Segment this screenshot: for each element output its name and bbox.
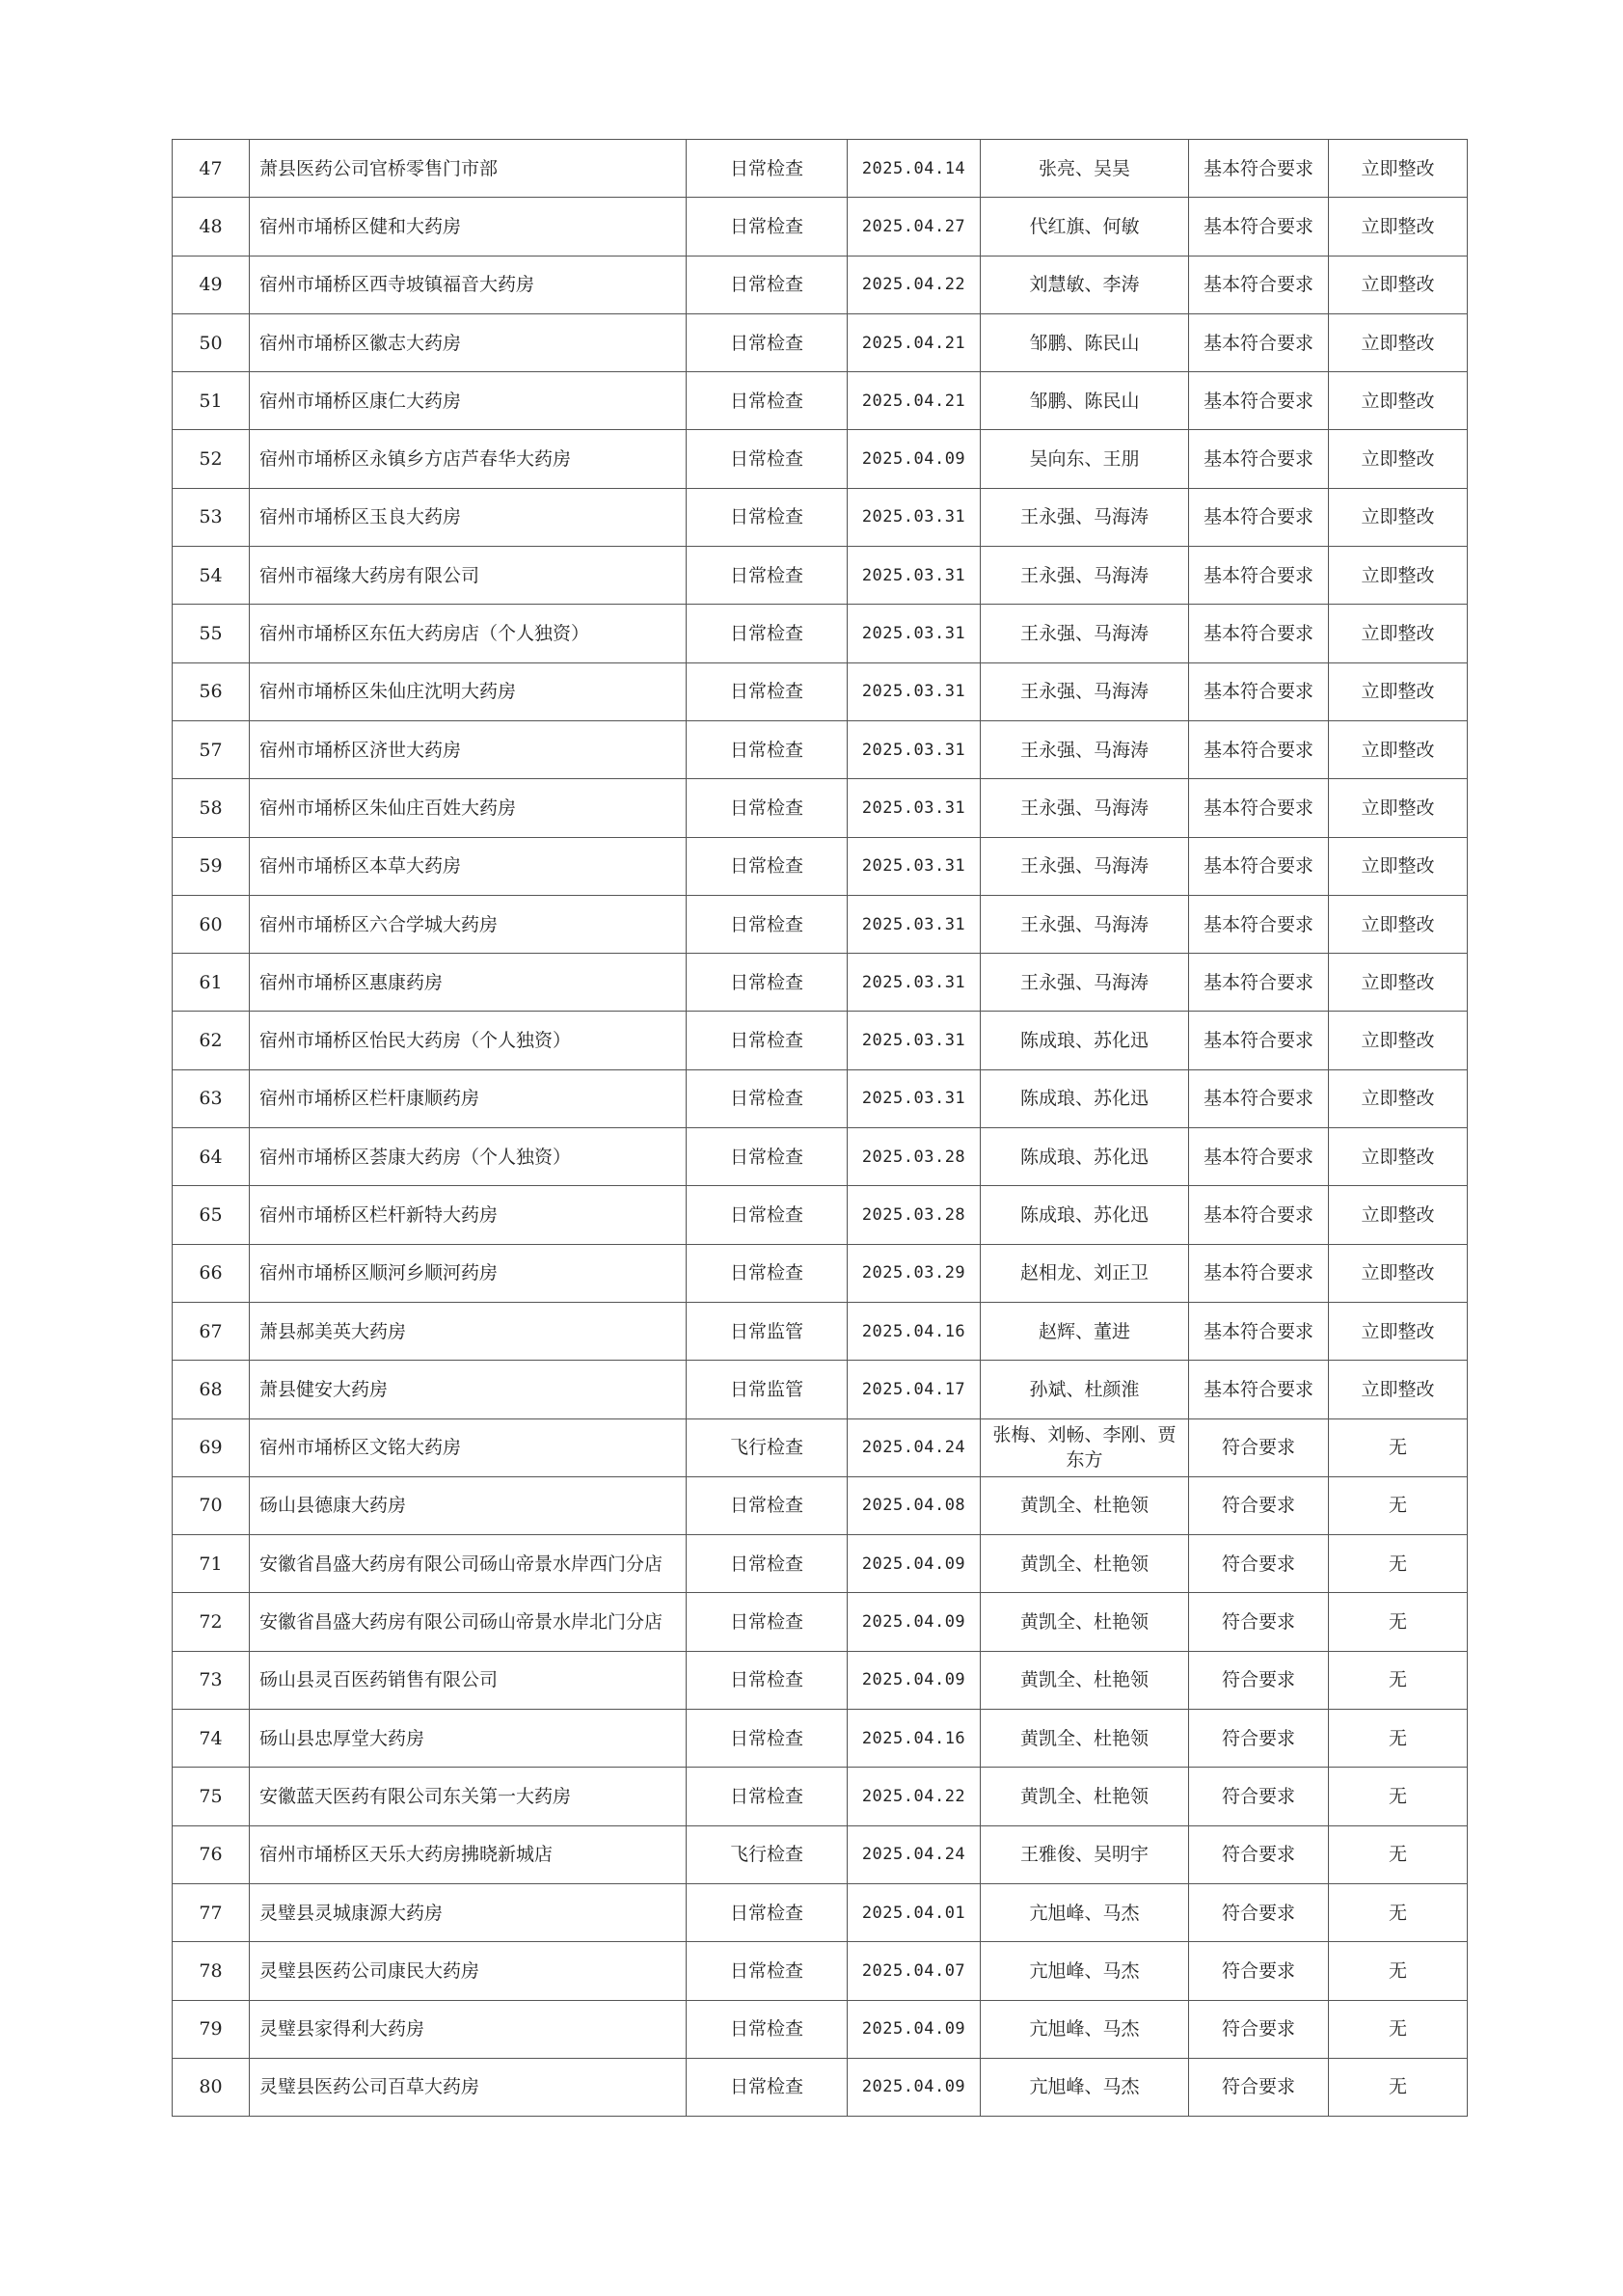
cell-store-name: 安徽省昌盛大药房有限公司砀山帝景水岸西门分店 bbox=[250, 1535, 687, 1593]
cell-inspection-date: 2025.04.09 bbox=[848, 430, 981, 488]
table-row bbox=[173, 547, 1468, 605]
cell-store-name: 砀山县灵百医药销售有限公司 bbox=[250, 1651, 687, 1709]
cell-row-number: 71 bbox=[173, 1535, 250, 1593]
cell-inspection-date: 2025.03.31 bbox=[848, 1069, 981, 1127]
cell-result: 基本符合要求 bbox=[1189, 1302, 1329, 1360]
table-row bbox=[173, 1418, 1468, 1476]
table-row bbox=[173, 895, 1468, 953]
table-row bbox=[173, 662, 1468, 720]
cell-inspection-date: 2025.04.01 bbox=[848, 1883, 981, 1941]
cell-store-name: 宿州市埇桥区本草大药房 bbox=[250, 837, 687, 895]
cell-result: 符合要求 bbox=[1189, 1535, 1329, 1593]
table-row bbox=[173, 1012, 1468, 1069]
inspection-table bbox=[172, 139, 1468, 2117]
cell-inspection-type: 日常检查 bbox=[687, 372, 848, 430]
cell-rectification: 立即整改 bbox=[1329, 779, 1468, 837]
table-row bbox=[173, 1244, 1468, 1302]
cell-inspection-date: 2025.04.22 bbox=[848, 256, 981, 313]
cell-store-name: 灵璧县医药公司百草大药房 bbox=[250, 2058, 687, 2116]
cell-row-number: 79 bbox=[173, 2000, 250, 2058]
cell-inspection-date: 2025.04.09 bbox=[848, 1593, 981, 1651]
cell-inspectors: 王雅俊、吴明宇 bbox=[981, 1825, 1189, 1883]
cell-store-name: 宿州市埇桥区顺河乡顺河药房 bbox=[250, 1244, 687, 1302]
cell-store-name: 萧县健安大药房 bbox=[250, 1361, 687, 1418]
cell-result: 基本符合要求 bbox=[1189, 198, 1329, 256]
table-row bbox=[173, 430, 1468, 488]
cell-inspectors: 黄凯全、杜艳领 bbox=[981, 1768, 1189, 1825]
cell-inspection-type: 日常检查 bbox=[687, 430, 848, 488]
cell-store-name: 宿州市埇桥区康仁大药房 bbox=[250, 372, 687, 430]
cell-inspectors: 代红旗、何敏 bbox=[981, 198, 1189, 256]
cell-inspectors: 王永强、马海涛 bbox=[981, 547, 1189, 605]
cell-store-name: 灵璧县医药公司康民大药房 bbox=[250, 1942, 687, 2000]
cell-inspection-date: 2025.04.09 bbox=[848, 2058, 981, 2116]
cell-store-name: 宿州市埇桥区荟康大药房（个人独资） bbox=[250, 1128, 687, 1186]
cell-row-number: 69 bbox=[173, 1418, 250, 1476]
cell-inspection-date: 2025.04.09 bbox=[848, 2000, 981, 2058]
table-row bbox=[173, 1942, 1468, 2000]
table-row bbox=[173, 954, 1468, 1012]
cell-row-number: 51 bbox=[173, 372, 250, 430]
cell-result: 基本符合要求 bbox=[1189, 140, 1329, 198]
cell-inspectors: 吴向东、王朋 bbox=[981, 430, 1189, 488]
cell-store-name: 宿州市埇桥区惠康药房 bbox=[250, 954, 687, 1012]
cell-store-name: 宿州市埇桥区健和大药房 bbox=[250, 198, 687, 256]
cell-row-number: 56 bbox=[173, 662, 250, 720]
cell-inspection-type: 日常检查 bbox=[687, 198, 848, 256]
cell-row-number: 60 bbox=[173, 895, 250, 953]
cell-inspectors: 黄凯全、杜艳领 bbox=[981, 1593, 1189, 1651]
cell-row-number: 80 bbox=[173, 2058, 250, 2116]
cell-row-number: 61 bbox=[173, 954, 250, 1012]
table-row bbox=[173, 1535, 1468, 1593]
table-row bbox=[173, 1651, 1468, 1709]
table-row bbox=[173, 1186, 1468, 1244]
cell-rectification: 立即整改 bbox=[1329, 140, 1468, 198]
cell-inspection-date: 2025.03.31 bbox=[848, 547, 981, 605]
cell-inspection-date: 2025.03.31 bbox=[848, 895, 981, 953]
cell-result: 基本符合要求 bbox=[1189, 372, 1329, 430]
cell-result: 基本符合要求 bbox=[1189, 895, 1329, 953]
cell-row-number: 76 bbox=[173, 1825, 250, 1883]
cell-row-number: 54 bbox=[173, 547, 250, 605]
cell-inspection-date: 2025.03.29 bbox=[848, 1244, 981, 1302]
cell-store-name: 宿州市埇桥区栏杆新特大药房 bbox=[250, 1186, 687, 1244]
cell-inspectors: 黄凯全、杜艳领 bbox=[981, 1710, 1189, 1768]
table-row bbox=[173, 1710, 1468, 1768]
table-row bbox=[173, 1302, 1468, 1360]
cell-inspectors: 陈成琅、苏化迅 bbox=[981, 1069, 1189, 1127]
cell-rectification: 立即整改 bbox=[1329, 256, 1468, 313]
cell-result: 基本符合要求 bbox=[1189, 547, 1329, 605]
cell-store-name: 宿州市埇桥区朱仙庄沈明大药房 bbox=[250, 662, 687, 720]
cell-inspection-date: 2025.04.16 bbox=[848, 1302, 981, 1360]
cell-inspection-type: 日常检查 bbox=[687, 895, 848, 953]
cell-inspection-date: 2025.04.16 bbox=[848, 1710, 981, 1768]
cell-row-number: 72 bbox=[173, 1593, 250, 1651]
cell-store-name: 宿州市埇桥区六合学城大药房 bbox=[250, 895, 687, 953]
cell-inspectors: 赵辉、董进 bbox=[981, 1302, 1189, 1360]
cell-inspection-type: 日常检查 bbox=[687, 140, 848, 198]
cell-result: 符合要求 bbox=[1189, 1883, 1329, 1941]
cell-result: 基本符合要求 bbox=[1189, 605, 1329, 662]
cell-result: 基本符合要求 bbox=[1189, 1069, 1329, 1127]
cell-inspection-date: 2025.03.28 bbox=[848, 1128, 981, 1186]
cell-rectification: 立即整改 bbox=[1329, 954, 1468, 1012]
table-row bbox=[173, 1825, 1468, 1883]
cell-rectification: 无 bbox=[1329, 1476, 1468, 1534]
cell-inspection-date: 2025.03.28 bbox=[848, 1186, 981, 1244]
cell-inspection-type: 日常检查 bbox=[687, 1476, 848, 1534]
cell-inspection-type: 日常检查 bbox=[687, 1128, 848, 1186]
table-row bbox=[173, 1883, 1468, 1941]
cell-inspection-type: 日常检查 bbox=[687, 256, 848, 313]
cell-rectification: 立即整改 bbox=[1329, 720, 1468, 778]
cell-result: 基本符合要求 bbox=[1189, 256, 1329, 313]
table-row bbox=[173, 779, 1468, 837]
cell-rectification: 立即整改 bbox=[1329, 547, 1468, 605]
cell-rectification: 立即整改 bbox=[1329, 430, 1468, 488]
cell-store-name: 安徽省昌盛大药房有限公司砀山帝景水岸北门分店 bbox=[250, 1593, 687, 1651]
cell-row-number: 47 bbox=[173, 140, 250, 198]
cell-inspectors: 王永强、马海涛 bbox=[981, 837, 1189, 895]
cell-inspectors: 王永强、马海涛 bbox=[981, 720, 1189, 778]
cell-rectification: 立即整改 bbox=[1329, 837, 1468, 895]
cell-store-name: 宿州市福缘大药房有限公司 bbox=[250, 547, 687, 605]
cell-store-name: 宿州市埇桥区玉良大药房 bbox=[250, 488, 687, 546]
cell-inspection-type: 日常检查 bbox=[687, 1069, 848, 1127]
cell-row-number: 73 bbox=[173, 1651, 250, 1709]
cell-inspection-type: 日常检查 bbox=[687, 1768, 848, 1825]
cell-row-number: 50 bbox=[173, 313, 250, 371]
cell-row-number: 75 bbox=[173, 1768, 250, 1825]
table-row bbox=[173, 2000, 1468, 2058]
cell-inspection-type: 日常检查 bbox=[687, 313, 848, 371]
cell-store-name: 萧县郝美英大药房 bbox=[250, 1302, 687, 1360]
cell-inspection-type: 日常检查 bbox=[687, 2058, 848, 2116]
cell-inspection-type: 日常检查 bbox=[687, 1883, 848, 1941]
cell-inspection-type: 日常检查 bbox=[687, 1593, 848, 1651]
cell-rectification: 立即整改 bbox=[1329, 1186, 1468, 1244]
cell-result: 基本符合要求 bbox=[1189, 1012, 1329, 1069]
cell-inspection-type: 日常检查 bbox=[687, 1244, 848, 1302]
cell-rectification: 立即整改 bbox=[1329, 1302, 1468, 1360]
cell-result: 符合要求 bbox=[1189, 1651, 1329, 1709]
table-row bbox=[173, 2058, 1468, 2116]
cell-rectification: 无 bbox=[1329, 1535, 1468, 1593]
cell-inspection-type: 日常检查 bbox=[687, 1651, 848, 1709]
cell-rectification: 无 bbox=[1329, 1651, 1468, 1709]
cell-inspectors: 王永强、马海涛 bbox=[981, 779, 1189, 837]
cell-row-number: 70 bbox=[173, 1476, 250, 1534]
cell-inspection-date: 2025.03.31 bbox=[848, 662, 981, 720]
cell-inspection-type: 日常检查 bbox=[687, 662, 848, 720]
cell-inspection-type: 飞行检查 bbox=[687, 1418, 848, 1476]
cell-inspection-date: 2025.04.24 bbox=[848, 1418, 981, 1476]
cell-row-number: 74 bbox=[173, 1710, 250, 1768]
cell-row-number: 66 bbox=[173, 1244, 250, 1302]
cell-result: 基本符合要求 bbox=[1189, 662, 1329, 720]
table-row bbox=[173, 1069, 1468, 1127]
cell-inspection-date: 2025.03.31 bbox=[848, 720, 981, 778]
cell-inspection-type: 日常检查 bbox=[687, 1942, 848, 2000]
cell-result: 符合要求 bbox=[1189, 1825, 1329, 1883]
cell-rectification: 无 bbox=[1329, 1825, 1468, 1883]
table-row bbox=[173, 313, 1468, 371]
cell-inspectors: 刘慧敏、李涛 bbox=[981, 256, 1189, 313]
cell-rectification: 无 bbox=[1329, 1593, 1468, 1651]
cell-inspection-date: 2025.04.08 bbox=[848, 1476, 981, 1534]
cell-rectification: 立即整改 bbox=[1329, 1128, 1468, 1186]
cell-rectification: 无 bbox=[1329, 1768, 1468, 1825]
cell-store-name: 萧县医药公司官桥零售门市部 bbox=[250, 140, 687, 198]
cell-inspectors: 王永强、马海涛 bbox=[981, 488, 1189, 546]
cell-rectification: 立即整改 bbox=[1329, 372, 1468, 430]
cell-store-name: 宿州市埇桥区济世大药房 bbox=[250, 720, 687, 778]
table-row bbox=[173, 1476, 1468, 1534]
cell-inspection-type: 日常检查 bbox=[687, 1012, 848, 1069]
cell-inspectors: 王永强、马海涛 bbox=[981, 662, 1189, 720]
cell-inspectors: 张梅、刘畅、李刚、贾东方 bbox=[981, 1418, 1189, 1476]
cell-result: 符合要求 bbox=[1189, 2058, 1329, 2116]
cell-row-number: 77 bbox=[173, 1883, 250, 1941]
cell-rectification: 立即整改 bbox=[1329, 1069, 1468, 1127]
cell-rectification: 立即整改 bbox=[1329, 488, 1468, 546]
cell-result: 符合要求 bbox=[1189, 1476, 1329, 1534]
cell-inspectors: 陈成琅、苏化迅 bbox=[981, 1128, 1189, 1186]
table-row bbox=[173, 1128, 1468, 1186]
cell-result: 基本符合要求 bbox=[1189, 720, 1329, 778]
cell-row-number: 49 bbox=[173, 256, 250, 313]
table-row bbox=[173, 198, 1468, 256]
cell-inspection-type: 日常监管 bbox=[687, 1361, 848, 1418]
cell-inspection-type: 日常检查 bbox=[687, 605, 848, 662]
cell-store-name: 宿州市埇桥区永镇乡方店芦春华大药房 bbox=[250, 430, 687, 488]
table-row bbox=[173, 605, 1468, 662]
cell-row-number: 53 bbox=[173, 488, 250, 546]
cell-inspection-date: 2025.04.07 bbox=[848, 1942, 981, 2000]
cell-store-name: 灵璧县家得利大药房 bbox=[250, 2000, 687, 2058]
table-row bbox=[173, 488, 1468, 546]
cell-result: 基本符合要求 bbox=[1189, 313, 1329, 371]
cell-inspectors: 黄凯全、杜艳领 bbox=[981, 1535, 1189, 1593]
cell-result: 符合要求 bbox=[1189, 2000, 1329, 2058]
cell-inspectors: 亢旭峰、马杰 bbox=[981, 2058, 1189, 2116]
cell-inspection-type: 日常检查 bbox=[687, 1710, 848, 1768]
cell-result: 基本符合要求 bbox=[1189, 837, 1329, 895]
cell-rectification: 立即整改 bbox=[1329, 1012, 1468, 1069]
cell-store-name: 宿州市埇桥区文铭大药房 bbox=[250, 1418, 687, 1476]
cell-result: 符合要求 bbox=[1189, 1418, 1329, 1476]
cell-inspectors: 亢旭峰、马杰 bbox=[981, 1942, 1189, 2000]
cell-store-name: 宿州市埇桥区朱仙庄百姓大药房 bbox=[250, 779, 687, 837]
cell-inspection-type: 日常检查 bbox=[687, 1535, 848, 1593]
cell-result: 基本符合要求 bbox=[1189, 1244, 1329, 1302]
cell-row-number: 52 bbox=[173, 430, 250, 488]
table-row bbox=[173, 1361, 1468, 1418]
cell-result: 符合要求 bbox=[1189, 1710, 1329, 1768]
cell-rectification: 立即整改 bbox=[1329, 313, 1468, 371]
table-row bbox=[173, 372, 1468, 430]
cell-result: 符合要求 bbox=[1189, 1593, 1329, 1651]
cell-row-number: 59 bbox=[173, 837, 250, 895]
cell-rectification: 无 bbox=[1329, 2058, 1468, 2116]
cell-inspectors: 赵相龙、刘正卫 bbox=[981, 1244, 1189, 1302]
cell-result: 基本符合要求 bbox=[1189, 954, 1329, 1012]
table-row bbox=[173, 837, 1468, 895]
table-row bbox=[173, 1768, 1468, 1825]
cell-row-number: 67 bbox=[173, 1302, 250, 1360]
cell-inspectors: 亢旭峰、马杰 bbox=[981, 1883, 1189, 1941]
cell-store-name: 灵璧县灵城康源大药房 bbox=[250, 1883, 687, 1941]
cell-store-name: 宿州市埇桥区栏杆康顺药房 bbox=[250, 1069, 687, 1127]
cell-inspection-type: 日常检查 bbox=[687, 954, 848, 1012]
cell-inspectors: 亢旭峰、马杰 bbox=[981, 2000, 1189, 2058]
cell-inspectors: 黄凯全、杜艳领 bbox=[981, 1651, 1189, 1709]
cell-rectification: 无 bbox=[1329, 1883, 1468, 1941]
table-row bbox=[173, 720, 1468, 778]
cell-row-number: 78 bbox=[173, 1942, 250, 2000]
cell-store-name: 宿州市埇桥区天乐大药房拂晓新城店 bbox=[250, 1825, 687, 1883]
cell-inspection-type: 日常检查 bbox=[687, 837, 848, 895]
cell-rectification: 立即整改 bbox=[1329, 198, 1468, 256]
table-row bbox=[173, 1593, 1468, 1651]
cell-row-number: 68 bbox=[173, 1361, 250, 1418]
cell-inspection-date: 2025.04.27 bbox=[848, 198, 981, 256]
cell-rectification: 立即整改 bbox=[1329, 1244, 1468, 1302]
cell-inspection-date: 2025.03.31 bbox=[848, 779, 981, 837]
cell-inspection-date: 2025.03.31 bbox=[848, 1012, 981, 1069]
cell-inspection-date: 2025.04.21 bbox=[848, 372, 981, 430]
cell-result: 符合要求 bbox=[1189, 1768, 1329, 1825]
cell-inspection-type: 日常检查 bbox=[687, 779, 848, 837]
cell-result: 基本符合要求 bbox=[1189, 1186, 1329, 1244]
cell-inspection-type: 日常检查 bbox=[687, 1186, 848, 1244]
cell-rectification: 立即整改 bbox=[1329, 662, 1468, 720]
cell-rectification: 无 bbox=[1329, 2000, 1468, 2058]
cell-inspectors: 王永强、马海涛 bbox=[981, 954, 1189, 1012]
cell-result: 基本符合要求 bbox=[1189, 1128, 1329, 1186]
cell-store-name: 砀山县忠厚堂大药房 bbox=[250, 1710, 687, 1768]
table-body bbox=[173, 140, 1468, 2117]
cell-inspectors: 王永强、马海涛 bbox=[981, 605, 1189, 662]
cell-rectification: 无 bbox=[1329, 1418, 1468, 1476]
cell-inspectors: 陈成琅、苏化迅 bbox=[981, 1012, 1189, 1069]
cell-inspection-type: 日常检查 bbox=[687, 547, 848, 605]
cell-row-number: 62 bbox=[173, 1012, 250, 1069]
cell-inspectors: 邹鹏、陈民山 bbox=[981, 372, 1189, 430]
cell-inspection-type: 日常检查 bbox=[687, 720, 848, 778]
table-row bbox=[173, 256, 1468, 313]
cell-inspectors: 张亮、吴昊 bbox=[981, 140, 1189, 198]
cell-store-name: 宿州市埇桥区东伍大药房店（个人独资） bbox=[250, 605, 687, 662]
cell-inspection-type: 日常检查 bbox=[687, 2000, 848, 2058]
cell-inspectors: 王永强、马海涛 bbox=[981, 895, 1189, 953]
cell-rectification: 无 bbox=[1329, 1710, 1468, 1768]
cell-inspection-date: 2025.04.24 bbox=[848, 1825, 981, 1883]
cell-row-number: 57 bbox=[173, 720, 250, 778]
cell-row-number: 55 bbox=[173, 605, 250, 662]
cell-inspection-date: 2025.04.09 bbox=[848, 1535, 981, 1593]
cell-rectification: 立即整改 bbox=[1329, 1361, 1468, 1418]
cell-store-name: 安徽蓝天医药有限公司东关第一大药房 bbox=[250, 1768, 687, 1825]
cell-inspectors: 邹鹏、陈民山 bbox=[981, 313, 1189, 371]
cell-inspection-date: 2025.04.21 bbox=[848, 313, 981, 371]
cell-inspection-date: 2025.03.31 bbox=[848, 954, 981, 1012]
cell-row-number: 58 bbox=[173, 779, 250, 837]
cell-result: 基本符合要求 bbox=[1189, 1361, 1329, 1418]
cell-result: 基本符合要求 bbox=[1189, 488, 1329, 546]
cell-inspection-type: 日常监管 bbox=[687, 1302, 848, 1360]
cell-store-name: 宿州市埇桥区徽志大药房 bbox=[250, 313, 687, 371]
cell-row-number: 48 bbox=[173, 198, 250, 256]
cell-inspectors: 陈成琅、苏化迅 bbox=[981, 1186, 1189, 1244]
cell-inspectors: 黄凯全、杜艳领 bbox=[981, 1476, 1189, 1534]
cell-row-number: 64 bbox=[173, 1128, 250, 1186]
cell-inspection-date: 2025.04.17 bbox=[848, 1361, 981, 1418]
cell-inspection-date: 2025.03.31 bbox=[848, 837, 981, 895]
cell-rectification: 立即整改 bbox=[1329, 605, 1468, 662]
cell-result: 基本符合要求 bbox=[1189, 430, 1329, 488]
cell-store-name: 宿州市埇桥区怡民大药房（个人独资） bbox=[250, 1012, 687, 1069]
cell-inspection-date: 2025.04.14 bbox=[848, 140, 981, 198]
cell-inspection-date: 2025.03.31 bbox=[848, 605, 981, 662]
cell-inspection-date: 2025.04.09 bbox=[848, 1651, 981, 1709]
cell-inspectors: 孙斌、杜颜淮 bbox=[981, 1361, 1189, 1418]
cell-rectification: 无 bbox=[1329, 1942, 1468, 2000]
cell-inspection-date: 2025.03.31 bbox=[848, 488, 981, 546]
table-row bbox=[173, 140, 1468, 198]
cell-store-name: 砀山县德康大药房 bbox=[250, 1476, 687, 1534]
cell-rectification: 立即整改 bbox=[1329, 895, 1468, 953]
cell-inspection-type: 飞行检查 bbox=[687, 1825, 848, 1883]
cell-row-number: 63 bbox=[173, 1069, 250, 1127]
cell-result: 基本符合要求 bbox=[1189, 779, 1329, 837]
cell-store-name: 宿州市埇桥区西寺坡镇福音大药房 bbox=[250, 256, 687, 313]
cell-inspection-type: 日常检查 bbox=[687, 488, 848, 546]
cell-inspection-date: 2025.04.22 bbox=[848, 1768, 981, 1825]
cell-result: 符合要求 bbox=[1189, 1942, 1329, 2000]
cell-row-number: 65 bbox=[173, 1186, 250, 1244]
